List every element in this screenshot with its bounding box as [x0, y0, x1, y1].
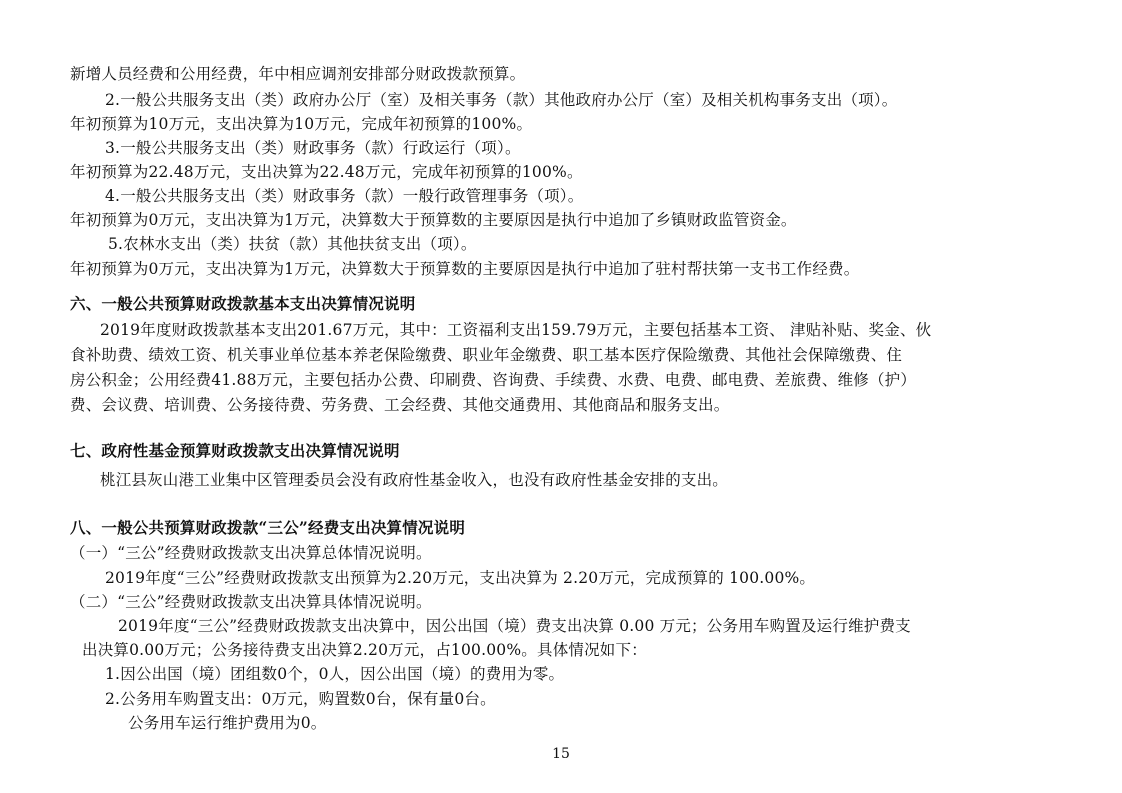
section-heading-8: 八、一般公共预算财政拨款“三公”经费支出决算情况说明: [70, 518, 466, 537]
text-line: 食补助费、绩效工资、机关事业单位基本养老保险缴费、职业年金缴费、职工基本医疗保险缴费、其他社会保障缴费、住: [70, 346, 903, 364]
text-line: 新增人员经费和公用经费，年中相应调剂安排部分财政拨款预算。: [70, 65, 526, 83]
text-line: 2.公务用车购置支出：0万元，购置数0台，保有量0台。: [105, 690, 496, 708]
section-heading-7: 七、政府性基金预算财政拨款支出决算情况说明: [70, 441, 400, 460]
text-line: 4.一般公共服务支出（类）财政事务（款）一般行政管理事务（项）。: [105, 187, 584, 205]
text-line: 年初预算为22.48万元，支出决算为22.48万元，完成年初预算的100%。: [70, 163, 583, 181]
text-line: 2019年度财政拨款基本支出201.67万元，其中：工资福利支出159.79万元，主要包括基本工资、 津贴补贴、奖金、伙: [100, 321, 932, 339]
subsection-heading: （二）“三公”经费财政拨款支出决算具体情况说明。: [70, 593, 432, 611]
text-line: 年初预算为0万元，支出决算为1万元，决算数大于预算数的主要原因是执行中追加了驻村帮扶第一支书工作经费。: [70, 260, 860, 278]
text-line: 公务用车运行维护费用为0。: [128, 714, 327, 732]
text-line: 5.农林水支出（类）扶贫（款）其他扶贫支出（项）。: [108, 235, 477, 253]
text-line: 2019年度“三公”经费财政拨款支出预算为2.20万元，支出决算为 2.20万元，完成预算的 100.00%。: [105, 569, 816, 587]
text-line: 年初预算为10万元，支出决算为10万元，完成年初预算的100%。: [70, 115, 533, 133]
page-number: 15: [552, 746, 570, 762]
text-line: 3.一般公共服务支出（类）财政事务（款）行政运行（项）。: [105, 139, 521, 157]
text-line: 出决算0.00万元；公务接待费支出决算2.20万元，占100.00%。具体情况如下：: [82, 641, 647, 659]
section-heading-6: 六、一般公共预算财政拨款基本支出决算情况说明: [70, 294, 416, 313]
text-line: 1.因公出国（境）团组数0个，0人，因公出国（境）的费用为零。: [105, 665, 565, 683]
text-line: 房公积金；公用经费41.88万元，主要包括办公费、印刷费、咨询费、手续费、水费、电费、邮电费、差旅费、维修（护）: [70, 371, 917, 389]
text-line: 年初预算为0万元，支出决算为1万元，决算数大于预算数的主要原因是执行中追加了乡镇财政监管资金。: [70, 211, 797, 229]
text-line: 费、会议费、培训费、公务接待费、劳务费、工会经费、其他交通费用、其他商品和服务支出。: [70, 396, 730, 414]
text-line: 2.一般公共服务支出（类）政府办公厅（室）及相关事务（款）其他政府办公厅（室）及相关机构事务支出（项）。: [105, 91, 898, 109]
text-line: 桃江县灰山港工业集中区管理委员会没有政府性基金收入，也没有政府性基金安排的支出。: [100, 471, 729, 489]
subsection-heading: （一）“三公”经费财政拨款支出决算总体情况说明。: [70, 544, 432, 562]
text-line: 2019年度“三公”经费财政拨款支出决算中，因公出国（境）费支出决算 0.00 万元；公务用车购置及运行维护费支: [118, 617, 911, 635]
